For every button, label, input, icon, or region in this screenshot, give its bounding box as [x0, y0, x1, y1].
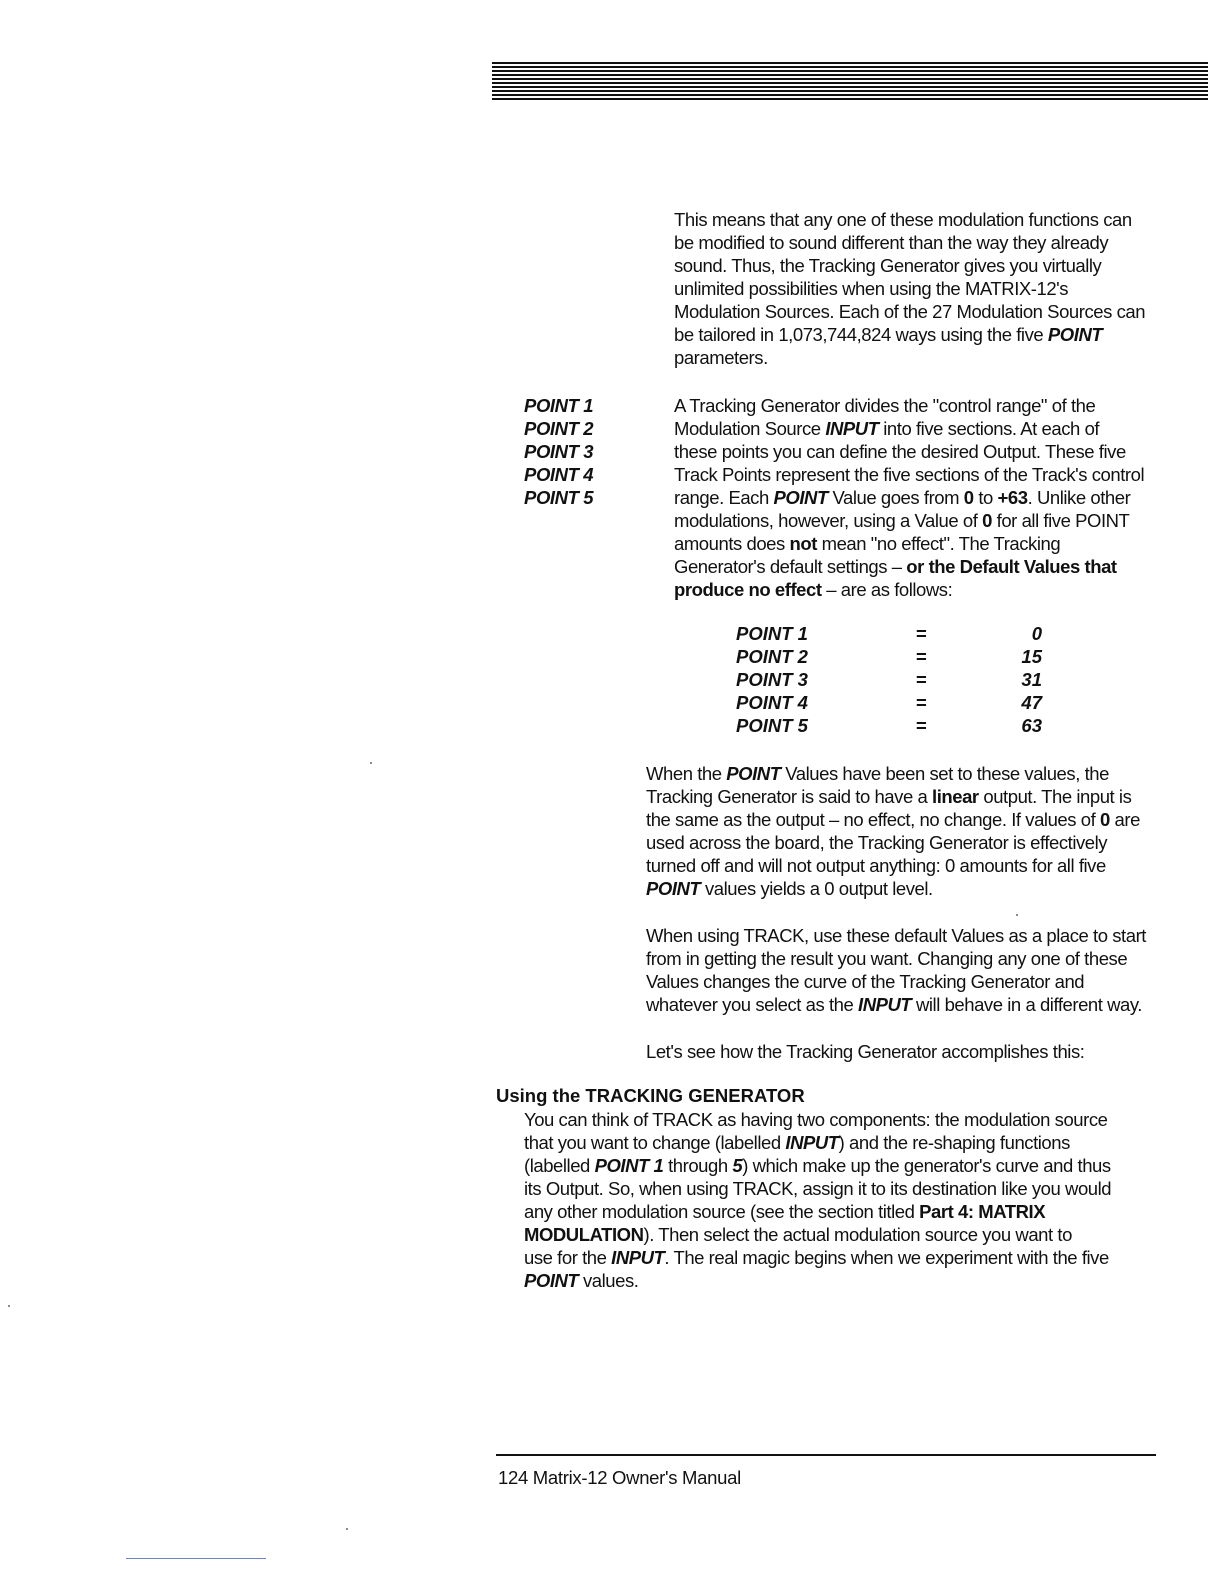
- default-value-row: POINT 1 = 0: [736, 623, 1042, 644]
- point-label: POINT 3: [524, 441, 594, 462]
- linear-output-paragraph: [646, 762, 1140, 900]
- emphasis-input: INPUT: [611, 1247, 665, 1268]
- text-line: modulations, however, using a Value of 0 for all five POINT: [674, 510, 1130, 531]
- text-line: parameters.: [674, 347, 768, 368]
- tracking-generator-paragraph: [674, 394, 1144, 601]
- text-line: used across the board, the Tracking Generator is effectively: [646, 832, 1108, 853]
- text-line: the same as the output – no effect, no change. If values of 0 are: [646, 809, 1140, 830]
- section-heading: Using the TRACKING GENERATOR: [496, 1085, 805, 1106]
- point-label: POINT 1: [524, 395, 594, 416]
- text-line: use for the INPUT. The real magic begins when we experiment with the five: [524, 1247, 1109, 1268]
- text-line: produce no effect – are as follows:: [674, 579, 953, 600]
- text-line: its Output. So, when using TRACK, assign it to its destination like you would: [524, 1178, 1112, 1199]
- text-line: range. Each POINT Value goes from 0 to +63. Unlike other: [674, 487, 1131, 508]
- emphasis-point: POINT: [524, 1270, 579, 1291]
- section-paragraph: [524, 1108, 1111, 1292]
- scan-speck: [8, 1305, 10, 1307]
- text-line: Track Points represent the five sections of the Track's control: [674, 464, 1145, 485]
- emphasis-input: INPUT: [785, 1132, 839, 1153]
- point-label: POINT 2: [524, 418, 594, 439]
- text-line: Values changes the curve of the Tracking Generator and: [646, 971, 1085, 992]
- default-value-row: POINT 4 = 47: [736, 692, 1042, 713]
- text-line: turned off and will not output anything: 0 amounts for all five: [646, 855, 1106, 876]
- point-label: POINT 5: [524, 487, 594, 508]
- text-line: unlimited possibilities when using the MATRIX-12's: [674, 278, 1069, 299]
- scan-speck: [370, 762, 372, 764]
- emphasis-input: INPUT: [858, 994, 912, 1015]
- text-line: POINT values.: [524, 1270, 639, 1291]
- emphasis-point: POINT: [1047, 324, 1103, 345]
- scan-speck: [346, 1528, 348, 1530]
- text-line: Tracking Generator is said to have a linear output. The input is: [646, 786, 1132, 807]
- text-line: whatever you select as the INPUT will behave in a different way.: [646, 994, 1142, 1015]
- text-line: Modulation Sources. Each of the 27 Modulation Sources can: [674, 301, 1146, 322]
- text-line: these points you can define the desired Output. These five: [674, 441, 1126, 462]
- text-line: from in getting the result you want. Changing any one of these: [646, 948, 1128, 969]
- text-line: MODULATION). Then select the actual modulation source you want to: [524, 1224, 1072, 1245]
- text-line: When using TRACK, use these default Values as a place to start: [646, 925, 1146, 946]
- default-value-row: POINT 2 = 15: [736, 646, 1042, 667]
- text-line: A Tracking Generator divides the "control range" of the: [674, 395, 1096, 416]
- text-line: sound. Thus, the Tracking Generator gives you virtually: [674, 255, 1102, 276]
- text-line: be tailored in 1,073,744,824 ways using the five POINT: [674, 324, 1103, 345]
- scan-edge-mark: [126, 1558, 266, 1559]
- text-line: be modified to sound different than the way they already: [674, 232, 1109, 253]
- text-line: Generator's default settings – or the Default Values that: [674, 556, 1117, 577]
- text-line: that you want to change (labelled INPUT) and the re-shaping functions: [524, 1132, 1070, 1153]
- text-line: any other modulation source (see the section titled Part 4: MATRIX: [524, 1201, 1046, 1222]
- emphasis-point: POINT: [773, 487, 828, 508]
- emphasis-input: INPUT: [825, 418, 879, 439]
- default-value-row: POINT 5 = 63: [736, 715, 1042, 736]
- page-footer: 124 Matrix-12 Owner's Manual: [498, 1467, 741, 1488]
- text-line: amounts does not mean "no effect". The Tracking: [674, 533, 1061, 554]
- intro-paragraph: [674, 208, 1145, 369]
- text-line: (labelled POINT 1 through 5) which make up the generator's curve and thus: [524, 1155, 1111, 1176]
- transition-sentence: Let's see how the Tracking Generator accomplishes this:: [646, 1041, 1085, 1062]
- emphasis-point: POINT: [646, 878, 701, 899]
- text-line: This means that any one of these modulation functions can: [674, 209, 1132, 230]
- scan-speck: [1016, 914, 1018, 916]
- header-rule-band: [492, 62, 1208, 102]
- text-line: You can think of TRACK as having two components: the modulation source: [524, 1109, 1108, 1130]
- track-defaults-paragraph: [646, 924, 1146, 1016]
- text-line: POINT values yields a 0 output level.: [646, 878, 933, 899]
- text-line: When the POINT Values have been set to these values, the: [646, 763, 1109, 784]
- footer-rule: [496, 1454, 1156, 1456]
- default-values-table: [736, 622, 1056, 737]
- point-margin-labels: [524, 394, 593, 509]
- emphasis-point: POINT 1: [594, 1155, 664, 1176]
- point-label: POINT 4: [524, 464, 594, 485]
- default-value-row: POINT 3 = 31: [736, 669, 1042, 690]
- text-line: Modulation Source INPUT into five sections. At each of: [674, 418, 1100, 439]
- emphasis-point: POINT: [726, 763, 781, 784]
